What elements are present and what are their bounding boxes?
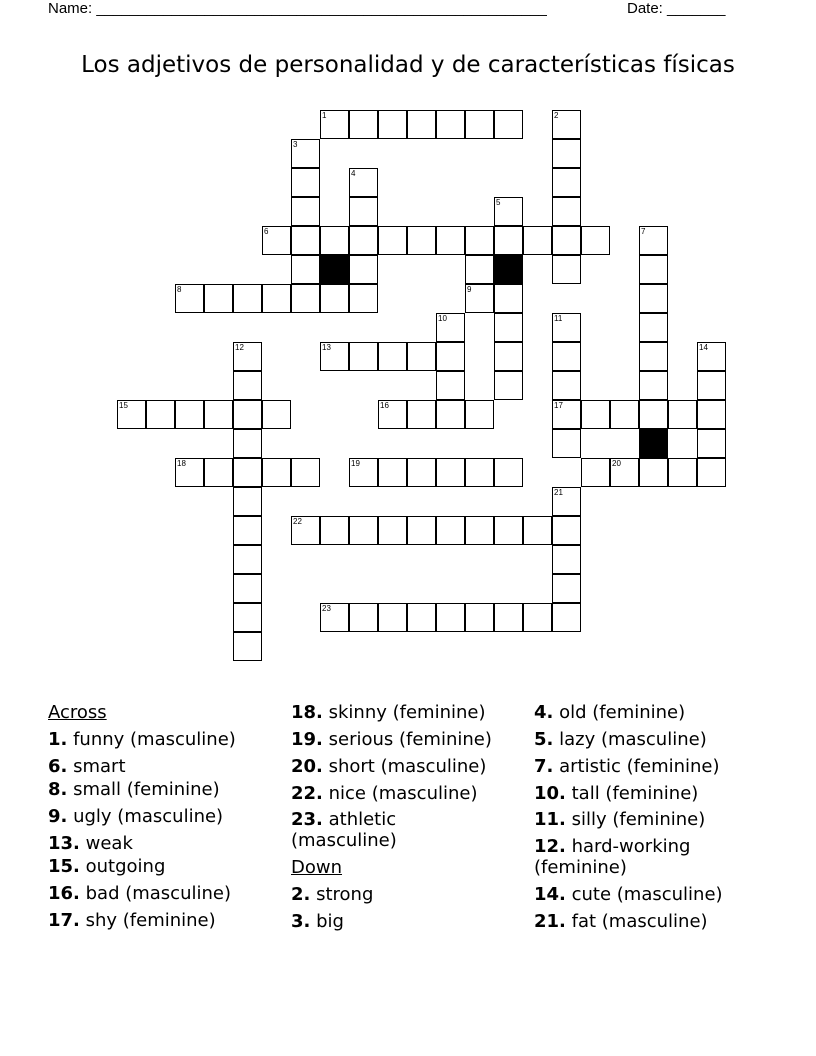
clue-item: [534, 756, 774, 777]
clue-item: [534, 911, 774, 932]
crossword-cell[interactable]: [262, 400, 291, 429]
clue-number-label: 12: [235, 343, 244, 352]
crossword-cell[interactable]: [378, 516, 407, 545]
clue-number: 22.: [291, 783, 323, 804]
crossword-cell[interactable]: [436, 603, 465, 632]
clue-number: 9.: [48, 806, 68, 827]
clue-item: [534, 702, 774, 723]
crossword-cell[interactable]: [349, 255, 378, 284]
crossword-cell[interactable]: [581, 458, 610, 487]
across-heading: Across: [48, 702, 107, 723]
clue-number: 21.: [534, 911, 566, 932]
clue-item: [291, 729, 531, 750]
clue-number-label: 16: [380, 401, 389, 410]
clue-number-label: 18: [177, 459, 186, 468]
clue-number-label: 23: [322, 604, 331, 613]
crossword-cell[interactable]: [407, 342, 436, 371]
crossword-cell[interactable]: [552, 139, 581, 168]
clue-number-label: 13: [322, 343, 331, 352]
crossword-cell[interactable]: [117, 400, 146, 429]
clue-text: bad (masculine): [79, 883, 231, 904]
crossword-cell[interactable]: [233, 458, 262, 487]
crossword-cell[interactable]: [291, 197, 320, 226]
crossword-cell[interactable]: [436, 110, 465, 139]
crossword-cell[interactable]: [552, 197, 581, 226]
clue-number: 2.: [291, 884, 311, 905]
crossword-block: [494, 255, 523, 284]
crossword-cell[interactable]: [697, 342, 726, 371]
clue-item: [534, 783, 774, 804]
crossword-cell[interactable]: [668, 458, 697, 487]
clue-text: big: [310, 911, 344, 932]
crossword-cell[interactable]: [233, 516, 262, 545]
clue-text: nice (masculine): [322, 783, 478, 804]
crossword-cell[interactable]: [233, 400, 262, 429]
clue-text: lazy (masculine): [553, 729, 707, 750]
clue-item: [48, 779, 288, 800]
crossword-cell[interactable]: [697, 458, 726, 487]
clue-number: 16.: [48, 883, 80, 904]
crossword-cell[interactable]: [262, 458, 291, 487]
crossword-cell[interactable]: [465, 458, 494, 487]
crossword-cell[interactable]: [494, 342, 523, 371]
clue-number: 13.: [48, 833, 80, 854]
crossword-cell[interactable]: [494, 371, 523, 400]
crossword-cell[interactable]: [291, 168, 320, 197]
crossword-cell[interactable]: [552, 168, 581, 197]
crossword-cell[interactable]: [436, 371, 465, 400]
clue-number-label: 17: [554, 401, 563, 410]
crossword-cell[interactable]: [349, 458, 378, 487]
crossword-cell[interactable]: [407, 458, 436, 487]
clue-number-label: 1: [322, 111, 327, 120]
crossword-cell[interactable]: [552, 342, 581, 371]
crossword-cell[interactable]: [552, 429, 581, 458]
clue-number: 7.: [534, 756, 554, 777]
crossword-cell[interactable]: [349, 603, 378, 632]
crossword-cell[interactable]: [639, 255, 668, 284]
crossword-cell[interactable]: [320, 342, 349, 371]
clue-text: hard-working (feminine): [534, 836, 691, 878]
crossword-cell[interactable]: [436, 516, 465, 545]
crossword-cell[interactable]: [552, 400, 581, 429]
crossword-cell[interactable]: [262, 226, 291, 255]
crossword-cell[interactable]: [233, 574, 262, 603]
crossword-cell[interactable]: [233, 342, 262, 371]
clue-item: [534, 836, 724, 878]
crossword-cell[interactable]: [407, 400, 436, 429]
crossword-cell[interactable]: [697, 429, 726, 458]
clue-number-label: 20: [612, 459, 621, 468]
clue-number: 12.: [534, 836, 566, 857]
clue-number-label: 22: [293, 517, 302, 526]
crossword-cell[interactable]: [494, 197, 523, 226]
clue-text: fat (masculine): [565, 911, 708, 932]
crossword-block: [320, 255, 349, 284]
name-field[interactable]: Name: ______________________________________________________: [48, 0, 547, 17]
crossword-cell[interactable]: [697, 400, 726, 429]
clue-number-label: 11: [554, 314, 563, 323]
clue-text: weak: [79, 833, 133, 854]
clue-number: 17.: [48, 910, 80, 931]
crossword-cell[interactable]: [378, 458, 407, 487]
clue-text: old (feminine): [553, 702, 686, 723]
clue-number: 8.: [48, 779, 68, 800]
clue-text: tall (feminine): [565, 783, 699, 804]
clue-text: serious (feminine): [322, 729, 492, 750]
down-heading: Down: [291, 857, 343, 878]
clue-number-label: 7: [641, 227, 646, 236]
clue-text: cute (masculine): [565, 884, 723, 905]
crossword-cell[interactable]: [204, 284, 233, 313]
clue-number: 6.: [48, 756, 68, 777]
clue-text: ugly (masculine): [67, 806, 224, 827]
crossword-cell[interactable]: [494, 226, 523, 255]
crossword-cell[interactable]: [523, 516, 552, 545]
crossword-cell[interactable]: [320, 226, 349, 255]
clue-number-label: 15: [119, 401, 128, 410]
crossword-cell[interactable]: [639, 371, 668, 400]
clue-number: 23.: [291, 809, 323, 830]
crossword-cell[interactable]: [291, 284, 320, 313]
crossword-cell[interactable]: [465, 226, 494, 255]
clue-item: [291, 783, 531, 804]
crossword-cell[interactable]: [436, 313, 465, 342]
crossword-cell[interactable]: [639, 400, 668, 429]
crossword-cell[interactable]: [494, 110, 523, 139]
crossword-cell[interactable]: [291, 139, 320, 168]
crossword-cell[interactable]: [436, 400, 465, 429]
clue-number: 1.: [48, 729, 68, 750]
clue-item: [48, 856, 288, 877]
crossword-cell[interactable]: [552, 313, 581, 342]
clue-text: short (masculine): [322, 756, 487, 777]
clue-item: [534, 729, 774, 750]
clue-item: [291, 884, 531, 905]
clue-item: [291, 702, 531, 723]
crossword-cell[interactable]: [349, 226, 378, 255]
crossword-cell[interactable]: [407, 603, 436, 632]
crossword-cell[interactable]: [349, 516, 378, 545]
crossword-cell[interactable]: [407, 226, 436, 255]
clue-item: [534, 884, 774, 905]
crossword-cell[interactable]: [639, 458, 668, 487]
clue-item: [291, 756, 531, 777]
clue-item: [48, 833, 288, 854]
crossword-cell[interactable]: [175, 458, 204, 487]
clue-text: funny (masculine): [67, 729, 236, 750]
crossword-cell[interactable]: [349, 342, 378, 371]
crossword-cell[interactable]: [233, 487, 262, 516]
crossword-cell[interactable]: [610, 400, 639, 429]
crossword-cell[interactable]: [610, 458, 639, 487]
crossword-cell[interactable]: [378, 110, 407, 139]
clue-number-label: 2: [554, 111, 559, 120]
crossword-cell[interactable]: [233, 371, 262, 400]
clue-number: 15.: [48, 856, 80, 877]
clue-item: [48, 910, 288, 931]
crossword-cell[interactable]: [291, 458, 320, 487]
clue-number: 11.: [534, 809, 566, 830]
crossword-cell[interactable]: [291, 255, 320, 284]
clue-number-label: 21: [554, 488, 563, 497]
crossword-cell[interactable]: [494, 284, 523, 313]
crossword-cell[interactable]: [320, 516, 349, 545]
crossword-cell[interactable]: [233, 545, 262, 574]
clue-text: smart: [67, 756, 126, 777]
clue-text: shy (feminine): [79, 910, 216, 931]
clue-text: small (feminine): [67, 779, 220, 800]
crossword-cell[interactable]: [233, 429, 262, 458]
page-title: Los adjetivos de personalidad y de características físicas: [81, 52, 735, 78]
crossword-cell[interactable]: [523, 226, 552, 255]
crossword-cell[interactable]: [378, 226, 407, 255]
date-field[interactable]: Date: _______: [627, 0, 726, 17]
clue-number-label: 9: [467, 285, 472, 294]
crossword-cell[interactable]: [552, 603, 581, 632]
crossword-cell[interactable]: [320, 603, 349, 632]
crossword-cell[interactable]: [494, 458, 523, 487]
crossword-cell[interactable]: [552, 545, 581, 574]
crossword-cell[interactable]: [407, 516, 436, 545]
crossword-cell[interactable]: [552, 226, 581, 255]
crossword-cell[interactable]: [262, 284, 291, 313]
clue-number: 4.: [534, 702, 554, 723]
crossword-cell[interactable]: [465, 284, 494, 313]
clue-number-label: 8: [177, 285, 182, 294]
crossword-cell[interactable]: [349, 197, 378, 226]
clue-number-label: 14: [699, 343, 708, 352]
crossword-cell[interactable]: [639, 226, 668, 255]
clue-number-label: 19: [351, 459, 360, 468]
crossword-cell[interactable]: [320, 110, 349, 139]
clue-item: [48, 729, 288, 750]
crossword-cell[interactable]: [668, 400, 697, 429]
crossword-cell[interactable]: [378, 342, 407, 371]
clue-number: 20.: [291, 756, 323, 777]
clue-text: artistic (feminine): [553, 756, 720, 777]
clue-number: 10.: [534, 783, 566, 804]
crossword-cell[interactable]: [494, 603, 523, 632]
crossword-cell[interactable]: [552, 574, 581, 603]
clue-item: [534, 809, 774, 830]
crossword-cell[interactable]: [494, 313, 523, 342]
clue-number-label: 5: [496, 198, 501, 207]
crossword-block: [639, 429, 668, 458]
crossword-cell[interactable]: [291, 226, 320, 255]
crossword-cell[interactable]: [349, 284, 378, 313]
crossword-cell[interactable]: [204, 400, 233, 429]
crossword-cell[interactable]: [523, 603, 552, 632]
clue-item: [48, 883, 288, 904]
crossword-cell[interactable]: [639, 313, 668, 342]
crossword-cell[interactable]: [552, 110, 581, 139]
clue-number-label: 6: [264, 227, 269, 236]
clue-text: athletic (masculine): [291, 809, 397, 851]
crossword-cell[interactable]: [175, 400, 204, 429]
clue-item: [48, 756, 288, 777]
crossword-cell[interactable]: [204, 458, 233, 487]
crossword-cell[interactable]: [552, 255, 581, 284]
crossword-cell[interactable]: [436, 342, 465, 371]
clue-text: silly (feminine): [565, 809, 706, 830]
crossword-cell[interactable]: [465, 110, 494, 139]
crossword-cell[interactable]: [349, 110, 378, 139]
crossword-cell[interactable]: [291, 516, 320, 545]
crossword-cell[interactable]: [465, 603, 494, 632]
crossword-cell[interactable]: [378, 400, 407, 429]
crossword-cell[interactable]: [436, 226, 465, 255]
crossword-cell[interactable]: [465, 400, 494, 429]
crossword-cell[interactable]: [378, 603, 407, 632]
crossword-cell[interactable]: [233, 603, 262, 632]
clue-number: 19.: [291, 729, 323, 750]
crossword-cell[interactable]: [465, 516, 494, 545]
clue-item: [291, 911, 531, 932]
crossword-cell[interactable]: [349, 168, 378, 197]
crossword-cell[interactable]: [552, 371, 581, 400]
clue-number: 3.: [291, 911, 311, 932]
clue-number: 14.: [534, 884, 566, 905]
crossword-cell[interactable]: [233, 632, 262, 661]
crossword-cell[interactable]: [697, 371, 726, 400]
crossword-cell[interactable]: [494, 516, 523, 545]
clue-number: 5.: [534, 729, 554, 750]
clue-item: [48, 806, 288, 827]
header: [48, 0, 748, 22]
crossword-cell[interactable]: [233, 284, 262, 313]
clue-number-label: 4: [351, 169, 356, 178]
crossword-cell[interactable]: [465, 255, 494, 284]
crossword-cell[interactable]: [552, 487, 581, 516]
crossword-cell[interactable]: [146, 400, 175, 429]
clue-item: [291, 809, 431, 851]
crossword-cell[interactable]: [552, 516, 581, 545]
crossword-cell[interactable]: [639, 284, 668, 313]
crossword-cell[interactable]: [436, 458, 465, 487]
crossword-cell[interactable]: [639, 342, 668, 371]
crossword-cell[interactable]: [581, 226, 610, 255]
clue-text: skinny (feminine): [322, 702, 486, 723]
clue-number-label: 3: [293, 140, 298, 149]
crossword-cell[interactable]: [581, 400, 610, 429]
crossword-cell[interactable]: [407, 110, 436, 139]
crossword-cell[interactable]: [320, 284, 349, 313]
clue-number-label: 10: [438, 314, 447, 323]
crossword-cell[interactable]: [175, 284, 204, 313]
clue-text: outgoing: [79, 856, 166, 877]
clue-text: strong: [310, 884, 374, 905]
clue-number: 18.: [291, 702, 323, 723]
